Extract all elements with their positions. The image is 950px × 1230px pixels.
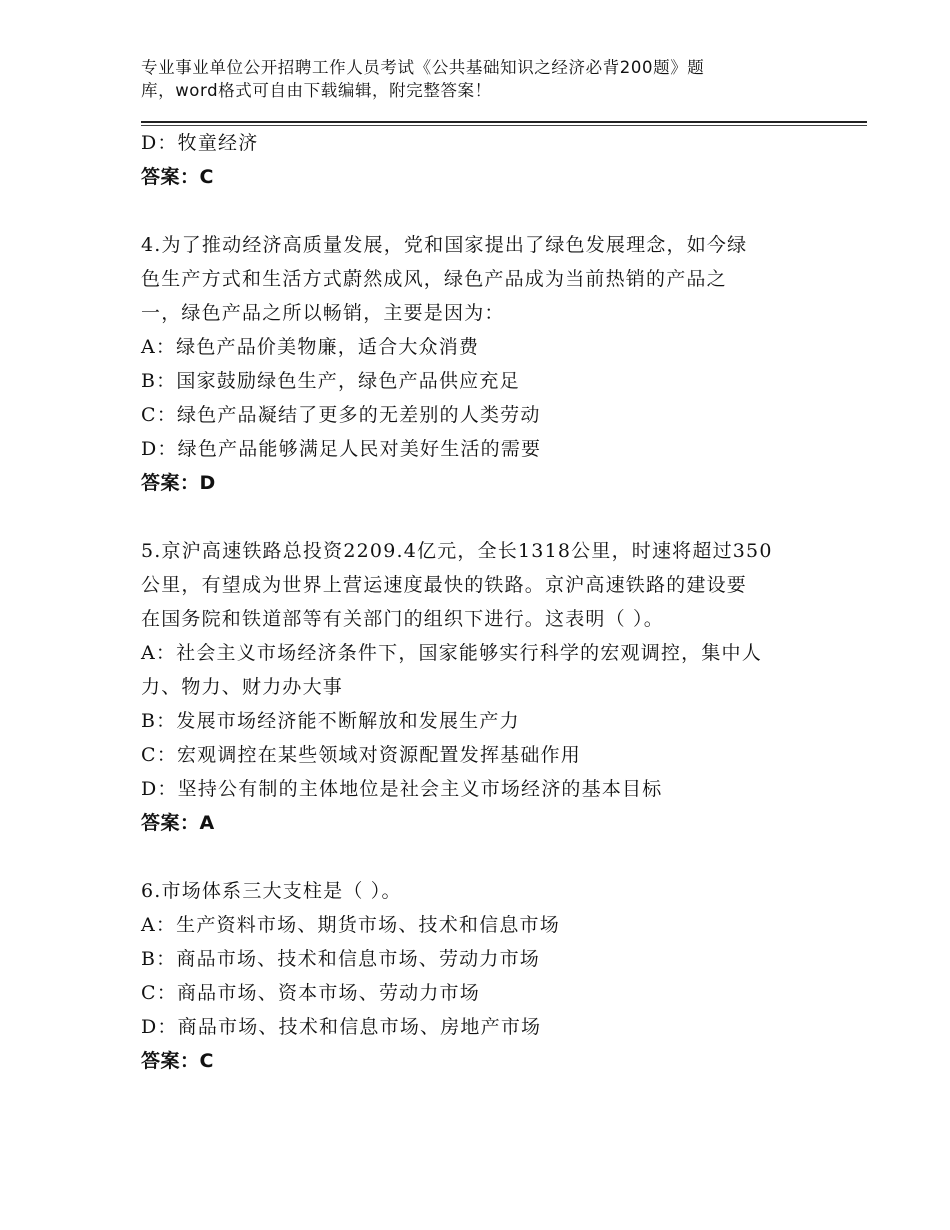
- question-4-option-c: C：绿色产品凝结了更多的无差别的人类劳动: [141, 404, 541, 426]
- question-6-answer: 答案：C: [141, 1050, 214, 1072]
- question-5-option-a: A：社会主义市场经济条件下，国家能够实行科学的宏观调控，集中人: [141, 642, 762, 664]
- question-5-option-b: B：发展市场经济能不断解放和发展生产力: [141, 710, 520, 732]
- question-3-answer: 答案：C: [141, 166, 214, 188]
- question-5-answer: 答案：A: [141, 812, 215, 834]
- question-3: [141, 126, 821, 194]
- question-6-option-b: B：商品市场、技术和信息市场、劳动力市场: [141, 948, 540, 970]
- question-6-stem-line: 6.市场体系三大支柱是（ ）。: [141, 880, 402, 902]
- question-5: [141, 534, 821, 840]
- question-6-option-a: A：生产资料市场、期货市场、技术和信息市场: [141, 914, 560, 936]
- question-4-stem-line: 一，绿色产品之所以畅销，主要是因为：: [141, 302, 505, 324]
- question-5-stem-line: 公里，有望成为世界上营运速度最快的铁路。京沪高速铁路的建设要: [141, 574, 748, 596]
- question-6-option-c: C：商品市场、资本市场、劳动力市场: [141, 982, 480, 1004]
- question-5-option-a-continued: 力、物力、财力办大事: [141, 676, 344, 698]
- document-header: [141, 56, 781, 102]
- question-6-option-d: D：商品市场、技术和信息市场、房地产市场: [141, 1016, 542, 1038]
- document-body: [141, 126, 821, 1078]
- question-5-stem-line: 5.京沪高速铁路总投资2209.4亿元，全长1318公里，时速将超过350: [141, 540, 773, 562]
- header-rule-thick: [141, 121, 867, 123]
- question-5-option-c: C：宏观调控在某些领域对资源配置发挥基础作用: [141, 744, 581, 766]
- question-4: [141, 228, 821, 500]
- header-title-line-1: 专业事业单位公开招聘工作人员考试《公共基础知识之经济必背200题》题: [141, 58, 705, 77]
- question-3-option-d: D：牧童经济: [141, 132, 259, 154]
- question-4-option-d: D：绿色产品能够满足人民对美好生活的需要: [141, 438, 542, 460]
- question-5-option-d: D：坚持公有制的主体地位是社会主义市场经济的基本目标: [141, 778, 663, 800]
- question-4-stem-line: 色生产方式和生活方式蔚然成风，绿色产品成为当前热销的产品之: [141, 268, 727, 290]
- header-title-line-2: 库，word格式可自由下载编辑，附完整答案！: [141, 81, 492, 100]
- question-4-stem-line: 4.为了推动经济高质量发展，党和国家提出了绿色发展理念，如今绿: [141, 234, 748, 256]
- question-6: [141, 874, 821, 1078]
- question-4-answer: 答案：D: [141, 472, 216, 494]
- question-4-option-b: B：国家鼓励绿色生产，绿色产品供应充足: [141, 370, 520, 392]
- question-4-option-a: A：绿色产品价美物廉，适合大众消费: [141, 336, 480, 358]
- question-5-stem-line: 在国务院和铁道部等有关部门的组织下进行。这表明（ ）。: [141, 608, 664, 630]
